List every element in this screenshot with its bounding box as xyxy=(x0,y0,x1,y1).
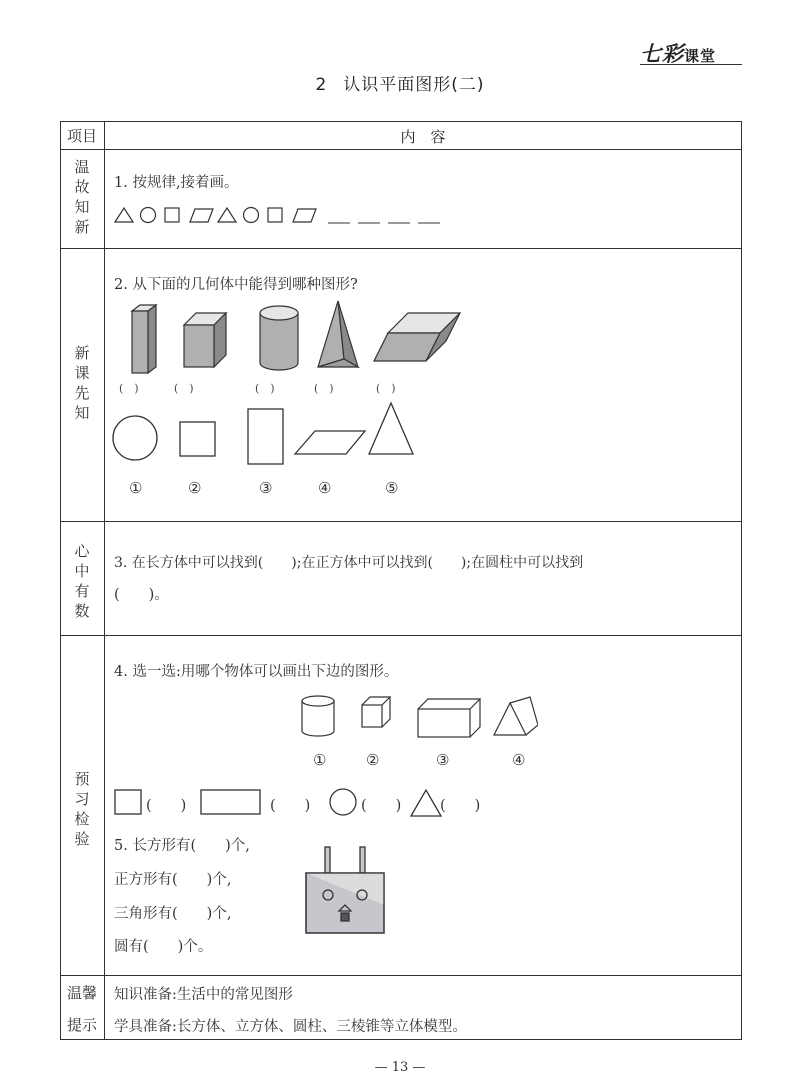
brand-sub: 课堂 xyxy=(684,47,717,65)
question-1: 1. 按规律,接着画。 xyxy=(114,175,239,191)
shape-number: ② xyxy=(188,479,202,497)
prism-icon xyxy=(374,313,460,361)
cuboid-icon xyxy=(418,699,480,737)
parallelogram-icon xyxy=(190,209,213,222)
page-title xyxy=(0,70,800,95)
worksheet-table xyxy=(60,121,742,1040)
object-number: ① xyxy=(313,751,327,769)
rectangle-icon xyxy=(248,409,283,464)
cube-icon xyxy=(184,313,226,367)
question-3-line1: 3. 在长方体中可以找到( );在正方体中可以找到( );在圆柱中可以找到 xyxy=(114,555,584,571)
robot-figure xyxy=(300,843,390,937)
rectangle-icon xyxy=(201,790,260,814)
tip-materials: 学具准备:长方体、立方体、圆柱、三棱锥等立体模型。 xyxy=(114,1019,467,1035)
question-5-line3: 三角形有( )个, xyxy=(114,906,232,922)
cylinder-icon xyxy=(302,696,334,736)
object-number: ③ xyxy=(436,751,450,769)
section-label-xinke: 新 课 先 知 xyxy=(74,344,90,422)
header-item: 项目 xyxy=(66,127,97,145)
answer-paren[interactable]: ( ) xyxy=(376,382,396,395)
answer-paren[interactable]: ( ) xyxy=(361,798,402,814)
tip-knowledge: 知识准备:生活中的常见图形 xyxy=(114,987,293,1003)
answer-paren[interactable]: ( ) xyxy=(314,382,334,395)
circle-icon xyxy=(113,416,157,460)
question-3-line2: ( )。 xyxy=(114,587,169,603)
lesson-title: 认识平面图形(二) xyxy=(343,75,485,95)
parallelogram-icon xyxy=(293,209,316,222)
question-5-line4: 圆有( )个。 xyxy=(114,939,213,955)
triangle-icon xyxy=(218,208,236,222)
objects-row xyxy=(298,691,538,743)
header-content: 内 容 xyxy=(400,128,446,146)
section-label-xinzhong: 心 中 有 数 xyxy=(74,542,90,620)
triangle-icon xyxy=(115,208,133,222)
section-label-yuxi: 预 习 检 验 xyxy=(74,770,90,848)
shape-number: ④ xyxy=(318,479,332,497)
circle-icon xyxy=(141,208,156,223)
answer-paren[interactable]: ( ) xyxy=(146,798,187,814)
pyramid-icon xyxy=(318,301,358,367)
cube-icon xyxy=(362,697,390,727)
shape-number: ① xyxy=(129,479,143,497)
pattern-row xyxy=(110,201,450,231)
cuboid-icon xyxy=(132,305,156,373)
square-icon xyxy=(115,790,141,814)
question-5-line2: 正方形有( )个, xyxy=(114,872,232,888)
brand-underline xyxy=(640,64,742,65)
circle-icon xyxy=(330,789,356,815)
square-icon xyxy=(165,208,179,222)
answer-paren[interactable]: ( ) xyxy=(440,798,481,814)
page-number: — 13 — xyxy=(374,1060,426,1075)
lesson-number: 2 xyxy=(315,75,328,95)
parallelogram-icon xyxy=(295,431,365,454)
triangle-icon xyxy=(369,403,413,454)
question-4: 4. 选一选:用哪个物体可以画出下边的图形。 xyxy=(114,664,399,680)
section-label-wengu: 温 故 知 新 xyxy=(74,158,90,236)
square-icon xyxy=(268,208,282,222)
triangle-icon xyxy=(411,790,441,816)
object-number: ② xyxy=(366,751,380,769)
brand-name: 七彩 xyxy=(640,42,684,66)
answer-paren[interactable]: ( ) xyxy=(255,382,275,395)
plane-shapes-row xyxy=(110,395,430,465)
answer-paren[interactable]: ( ) xyxy=(270,798,311,814)
question-2: 2. 从下面的几何体中能得到哪种图形? xyxy=(114,277,358,293)
object-number: ④ xyxy=(512,751,526,769)
answer-paren[interactable]: ( ) xyxy=(119,382,139,395)
question-5-line1: 5. 长方形有( )个, xyxy=(114,838,250,854)
solids-row xyxy=(110,299,480,379)
prism-icon xyxy=(494,697,538,735)
cylinder-icon xyxy=(260,306,298,370)
section-label-tips-1: 温馨 xyxy=(66,984,97,1002)
square-icon xyxy=(180,422,215,456)
shape-number: ③ xyxy=(259,479,273,497)
section-label-tips-2: 提示 xyxy=(66,1016,97,1034)
shape-number: ⑤ xyxy=(385,479,399,497)
circle-icon xyxy=(244,208,259,223)
answer-paren[interactable]: ( ) xyxy=(174,382,194,395)
